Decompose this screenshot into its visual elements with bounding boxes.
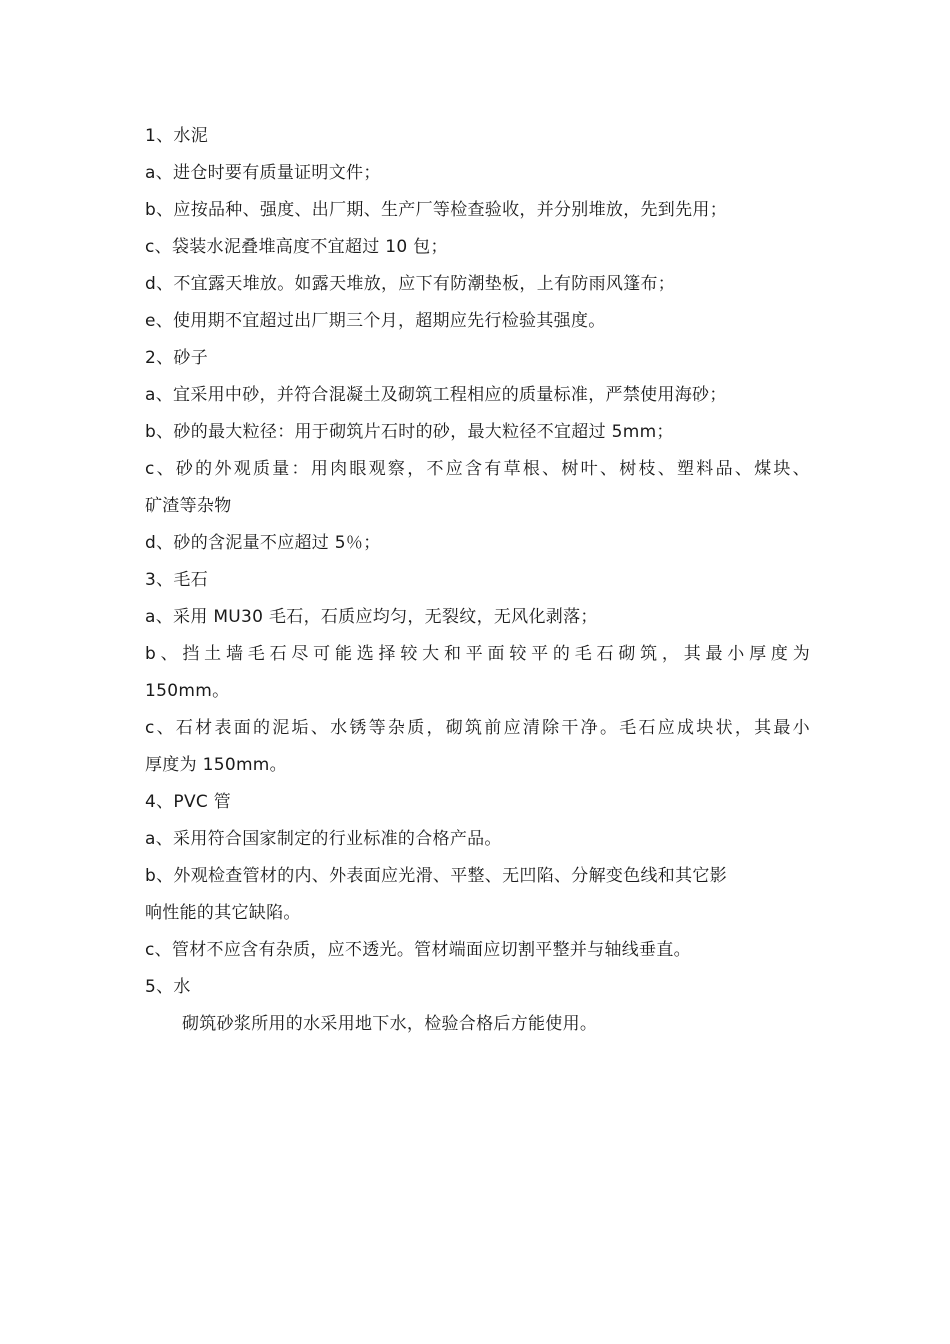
paragraph-line: a、宜采用中砂，并符合混凝土及砌筑工程相应的质量标准，严禁使用海砂； xyxy=(145,385,727,405)
section-heading-sand: 2、砂子 xyxy=(145,348,209,368)
paragraph-line: a、进仓时要有质量证明文件； xyxy=(145,163,381,183)
paragraph-line: b、砂的最大粒径：用于砌筑片石时的砂，最大粒径不宜超过 5mm； xyxy=(145,422,674,442)
paragraph-line: c、袋装水泥叠堆高度不宜超过 10 包； xyxy=(145,237,448,257)
section-heading-pvc: 4、PVC 管 xyxy=(145,792,232,812)
paragraph-line: d、不宜露天堆放。如露天堆放，应下有防潮垫板，上有防雨风篷布； xyxy=(145,274,676,294)
section-heading-rubble: 3、毛石 xyxy=(145,570,209,590)
section-heading-water: 5、水 xyxy=(145,977,191,997)
paragraph-line: b、外观检查管材的内、外表面应光滑、平整、无凹陷、分解变色线和其它影 xyxy=(145,866,727,886)
paragraph-line: b、应按品种、强度、出厂期、生产厂等检查验收，并分别堆放，先到先用； xyxy=(145,200,727,220)
paragraph-line: 厚度为 150mm。 xyxy=(145,755,287,775)
paragraph-line: 150mm。 xyxy=(145,681,230,701)
paragraph-line: c、管材不应含有杂质，应不透光。管材端面应切割平整并与轴线垂直。 xyxy=(145,940,691,960)
document-body xyxy=(145,118,810,1043)
paragraph-line: b、挡土墙毛石尽可能选择较大和平面较平的毛石砌筑，其最小厚度为 xyxy=(145,644,810,664)
paragraph-line: a、采用符合国家制定的行业标准的合格产品。 xyxy=(145,829,502,849)
paragraph-line: c、石材表面的泥垢、水锈等杂质，砌筑前应清除干净。毛石应成块状，其最小 xyxy=(145,718,810,738)
paragraph-line: c、砂的外观质量：用肉眼观察，不应含有草根、树叶、树枝、塑料品、煤块、 xyxy=(145,459,810,479)
paragraph-line: d、砂的含泥量不应超过 5％； xyxy=(145,533,381,553)
paragraph-line: e、使用期不宜超过出厂期三个月，超期应先行检验其强度。 xyxy=(145,311,606,331)
paragraph-line: 矿渣等杂物 xyxy=(145,496,232,516)
paragraph-line: 响性能的其它缺陷。 xyxy=(145,903,301,923)
section-heading-cement: 1、水泥 xyxy=(145,126,209,146)
paragraph-line: 砌筑砂浆所用的水采用地下水，检验合格后方能使用。 xyxy=(182,1014,598,1034)
paragraph-line: a、采用 MU30 毛石，石质应均匀，无裂纹，无风化剥落； xyxy=(145,607,598,627)
